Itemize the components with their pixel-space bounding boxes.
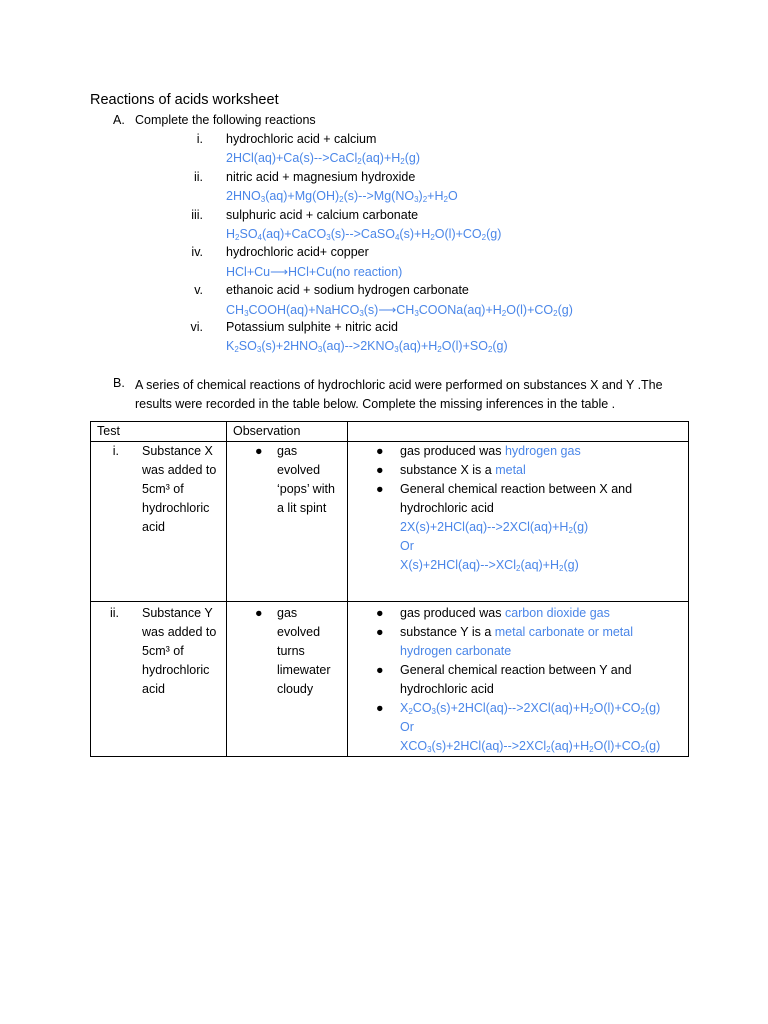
- bullet-icon: ●: [376, 606, 384, 620]
- item-number: vi.: [190, 320, 203, 334]
- inference-cell: [348, 602, 689, 757]
- answer-equation: $X(s)+2HCl(aq)-->XCl_2(aq)+H_2(g)$: [400, 558, 579, 573]
- header-inference: [348, 422, 689, 442]
- section-a-label: A.: [113, 113, 125, 127]
- section-b-label: B.: [113, 376, 125, 390]
- inference-label: substance Y is a: [400, 625, 495, 639]
- answer-equation: $K_2SO_3(s)+2HNO_3(aq)-->2KNO_3(aq)+H_2O(l)+SO_2(g)$: [226, 339, 508, 354]
- observation-cell: [227, 602, 348, 757]
- inference-substance: [400, 623, 688, 661]
- answer-equation: $2X(s)+2HCl(aq)-->2XCl(aq)+H_2(g)$: [400, 520, 589, 535]
- header-test: Test: [91, 422, 227, 442]
- bullet-icon: ●: [376, 625, 384, 639]
- question-text: hydrochloric acid + calcium: [226, 132, 377, 146]
- answer-text: metal: [495, 463, 526, 477]
- question-text: nitric acid + magnesium hydroxide: [226, 170, 416, 184]
- answer-equation: $2HNO_3(aq)+Mg(OH)_2(s)-->Mg(NO_3)_2+H_2O$: [226, 189, 458, 204]
- inference-substance: [400, 461, 526, 480]
- bullet-icon: ●: [376, 463, 384, 477]
- section-b-intro: A series of chemical reactions of hydrochloric acid were performed on substances X and Y .The results were recorded in the table below. Complete the missing inferences in the table .: [135, 378, 663, 411]
- inference-general: General chemical reaction between X and hydrochloric acid: [400, 482, 633, 515]
- bullet-icon: ●: [255, 444, 263, 458]
- row-number: i.: [112, 444, 119, 458]
- inference-general: General chemical reaction between Y and hydrochloric acid: [400, 663, 632, 696]
- answer-text: hydrogen gas: [504, 444, 581, 458]
- table-row: [91, 442, 689, 602]
- table-row: [91, 602, 689, 757]
- observation-text: gas evolved ‘pops’ with a lit spint: [277, 444, 335, 515]
- item-number: iii.: [191, 208, 203, 222]
- table-header-row: [91, 422, 689, 442]
- or-text: Or: [400, 539, 414, 553]
- inference-label: gas produced was: [400, 444, 505, 458]
- answer-equation: HCl+Cu⟶HCl+Cu(no reaction): [226, 265, 403, 279]
- header-observation: Observation: [227, 422, 348, 442]
- question-text: hydrochloric acid+ copper: [226, 245, 369, 259]
- answer-equation: $CH_3COOH(aq)+NaHCO_3(s)⟶CH_3COONa(aq)+H_2O(l)+CO_2(g)$: [226, 303, 573, 318]
- section-a-heading: Complete the following reactions: [135, 113, 316, 127]
- page-title: Reactions of acids worksheet: [90, 92, 279, 108]
- or-text: Or: [400, 720, 414, 734]
- item-number: iv.: [191, 245, 203, 259]
- item-number: v.: [194, 283, 203, 297]
- bullet-icon: ●: [376, 444, 384, 458]
- results-table: [90, 421, 689, 757]
- test-description: Substance X was added to 5cm³ of hydrochloric acid: [142, 444, 217, 534]
- row-number: ii.: [109, 606, 119, 620]
- answer-equation: $XCO_3(s)+2HCl(aq)-->2XCl_2(aq)+H_2O(l)+CO_2(g)$: [400, 739, 661, 754]
- test-description: Substance Y was added to 5cm³ of hydrochloric acid: [142, 606, 217, 696]
- bullet-icon: ●: [255, 606, 263, 620]
- observation-text: gas evolved turns limewater cloudy: [277, 606, 331, 696]
- answer-text: metal carbonate or metal hydrogen carbonate: [400, 625, 634, 658]
- bullet-icon: ●: [376, 701, 384, 715]
- answer-equation: $X_2CO_3(s)+2HCl(aq)-->2XCl(aq)+H_2O(l)+CO_2(g)$: [400, 701, 661, 716]
- test-cell: [91, 442, 227, 602]
- bullet-icon: ●: [376, 482, 384, 496]
- bullet-icon: ●: [376, 663, 384, 677]
- observation-cell: [227, 442, 348, 602]
- question-text: sulphuric acid + calcium carbonate: [226, 208, 419, 222]
- inference-gas: [400, 442, 581, 461]
- inference-cell: [348, 442, 689, 602]
- inference-label: gas produced was: [400, 606, 505, 620]
- test-cell: [91, 602, 227, 757]
- inference-label: substance X is a: [400, 463, 496, 477]
- question-text: ethanoic acid + sodium hydrogen carbonate: [226, 283, 469, 297]
- item-number: ii.: [193, 170, 203, 184]
- answer-text: carbon dioxide gas: [504, 606, 610, 620]
- answer-equation: $H_2SO_4(aq)+CaCO_3(s)-->CaSO_4(s)+H_2O(l)+CO_2(g)$: [226, 227, 502, 242]
- item-number: i.: [196, 132, 203, 146]
- inference-gas: [400, 604, 610, 623]
- answer-equation: $2HCl(aq)+Ca(s)-->CaCl_2(aq)+H_2(g)$: [226, 151, 421, 166]
- question-text: Potassium sulphite + nitric acid: [226, 320, 398, 334]
